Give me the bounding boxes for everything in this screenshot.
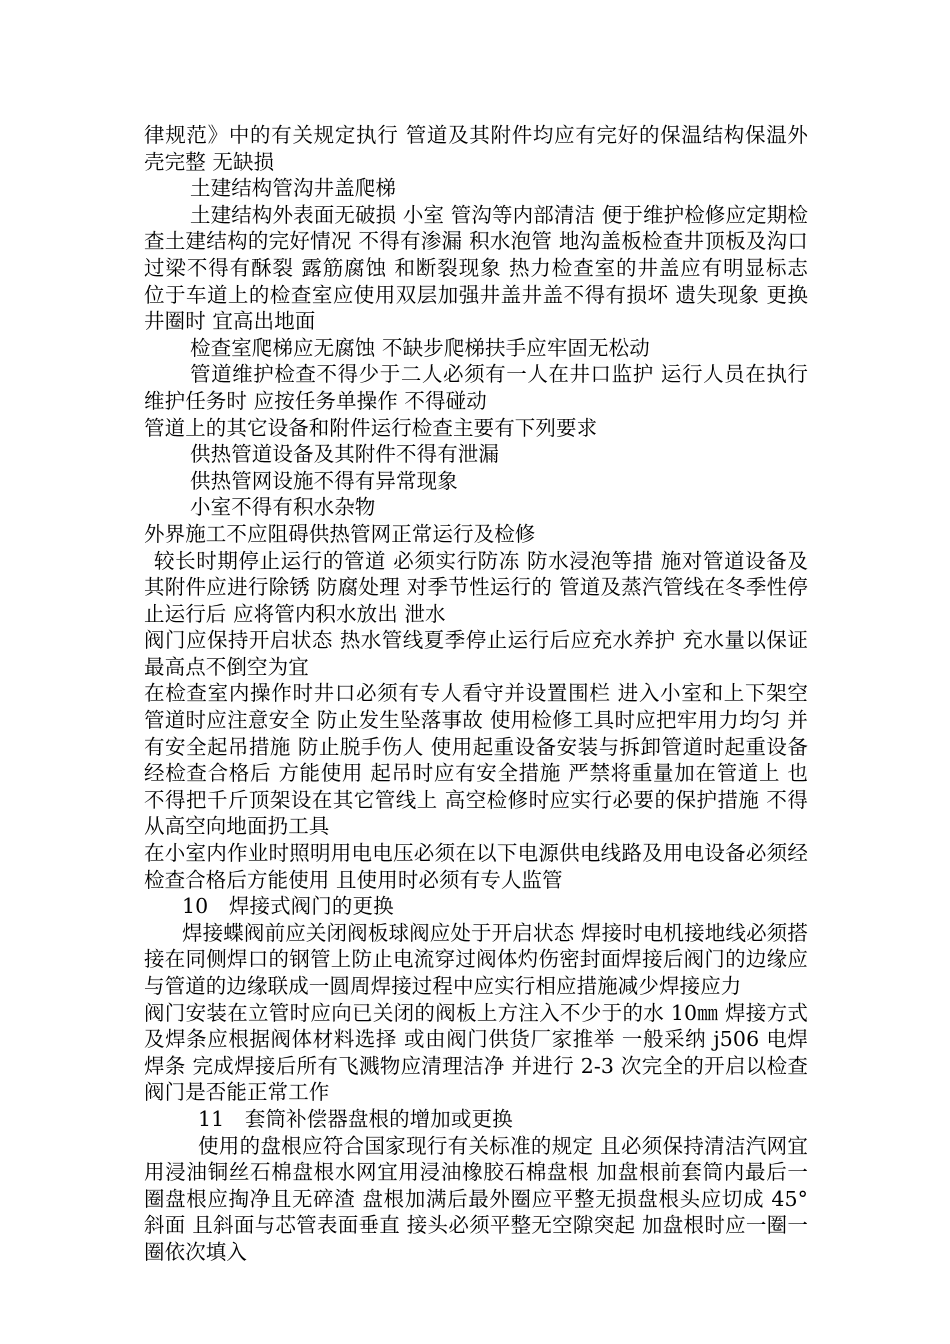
paragraph: 在小室内作业时照明用电电压必须在以下电源供电线路及用电设备必须经检查合格后方能使用 且使用时必须有专人监管 <box>144 841 808 892</box>
paragraph: 管道维护检查不得少于二人必须有一人在井口监护 运行人员在执行维护任务时 应按任务单操作 不得碰动 <box>144 362 808 413</box>
paragraph: 小室不得有积水杂物 <box>190 495 376 520</box>
paragraph: 供热管道设备及其附件不得有泄漏 <box>190 442 499 467</box>
paragraph: 土建结构管沟井盖爬梯 <box>190 176 396 201</box>
paragraph: 阀门应保持开启状态 热水管线夏季停止运行后应充水养护 充水量以保证最高点不倒空为宜 <box>144 628 808 679</box>
paragraph: 土建结构外表面无破损 小室 管沟等内部清洁 便于维护检修应定期检查土建结构的完好情况 不得有渗漏 积水泡管 地沟盖板检查井顶板及沟口过梁不得有酥裂 露筋腐蚀 和断裂现象 热力检查室的井盖应有明显标志 位于车道上的检查室应使用双层加强井盖井盖不得有损坏 遗失现象 更换井圈时 宜高出地面 <box>144 202 808 334</box>
paragraph: 焊接蝶阀前应关闭阀板球阀应处于开启状态 焊接时电机接地线必须搭接在同侧焊口的钢管上防止电流穿过阀体灼伤密封面焊接后阀门的边缘应与管道的边缘联成一圆周焊接过程中应实行相应措施减少焊接应力 <box>144 920 808 998</box>
paragraph: 供热管网设施不得有异常现象 <box>190 468 458 493</box>
paragraph: 律规范》中的有关规定执行 管道及其附件均应有完好的保温结构保温外壳完整 无缺损 <box>144 123 808 174</box>
section-heading: 10 焊接式阀门的更换 <box>182 894 394 919</box>
document-body <box>144 122 808 1266</box>
paragraph: 使用的盘根应符合国家现行有关标准的规定 且必须保持清洁汽网宜用浸油铜丝石棉盘根水网宜用浸油橡胶石棉盘根 加盘根前套筒内最后一圈盘根应掏净且无碎渣 盘根加满后最外圈应平整无损盘根头应切成 45° 斜面 且斜面与芯管表面垂直 接头必须平整无空隙突起 加盘根时应一圈一圈依次填入 <box>144 1133 808 1264</box>
paragraph: 在检查室内操作时井口必须有专人看守并设置围栏 进入小室和上下架空管道时应注意安全 防止发生坠落事故 使用检修工具时应把牢用力均匀 并有安全起吊措施 防止脱手伤人 使用起重设备安装与拆卸管道时起重设备经检查合格后 方能使用 起吊时应有安全措施 严禁将重量加在管道上 也不得把千斤顶架设在其它管线上 高空检修时应实行必要的保护措施 不得从高空向地面扔工具 <box>144 681 808 839</box>
paragraph: 较长时期停止运行的管道 必须实行防冻 防水浸泡等措 施对管道设备及其附件应进行除锈 防腐处理 对季节性运行的 管道及蒸汽管线在冬季性停止运行后 应将管内积水放出 泄水 <box>144 548 808 626</box>
paragraph: 检查室爬梯应无腐蚀 不缺步爬梯扶手应牢固无松动 <box>190 335 650 360</box>
section-heading: 11 套筒补偿器盘根的增加或更换 <box>198 1106 513 1131</box>
paragraph: 管道上的其它设备和附件运行检查主要有下列要求 <box>144 415 598 440</box>
paragraph: 阀门安装在立管时应向已关闭的阀板上方注入不少于的水 10㎜ 焊接方式及焊条应根据阀体材料选择 或由阀门供货厂家推举 一般采纳 j506 电焊焊条 完成焊接后所有飞溅物应清理洁净 并进行 2-3 次完全的开启以检查阀门是否能正常工作 <box>144 1000 808 1105</box>
paragraph: 外界施工不应阻碍供热管网正常运行及检修 <box>144 521 536 546</box>
